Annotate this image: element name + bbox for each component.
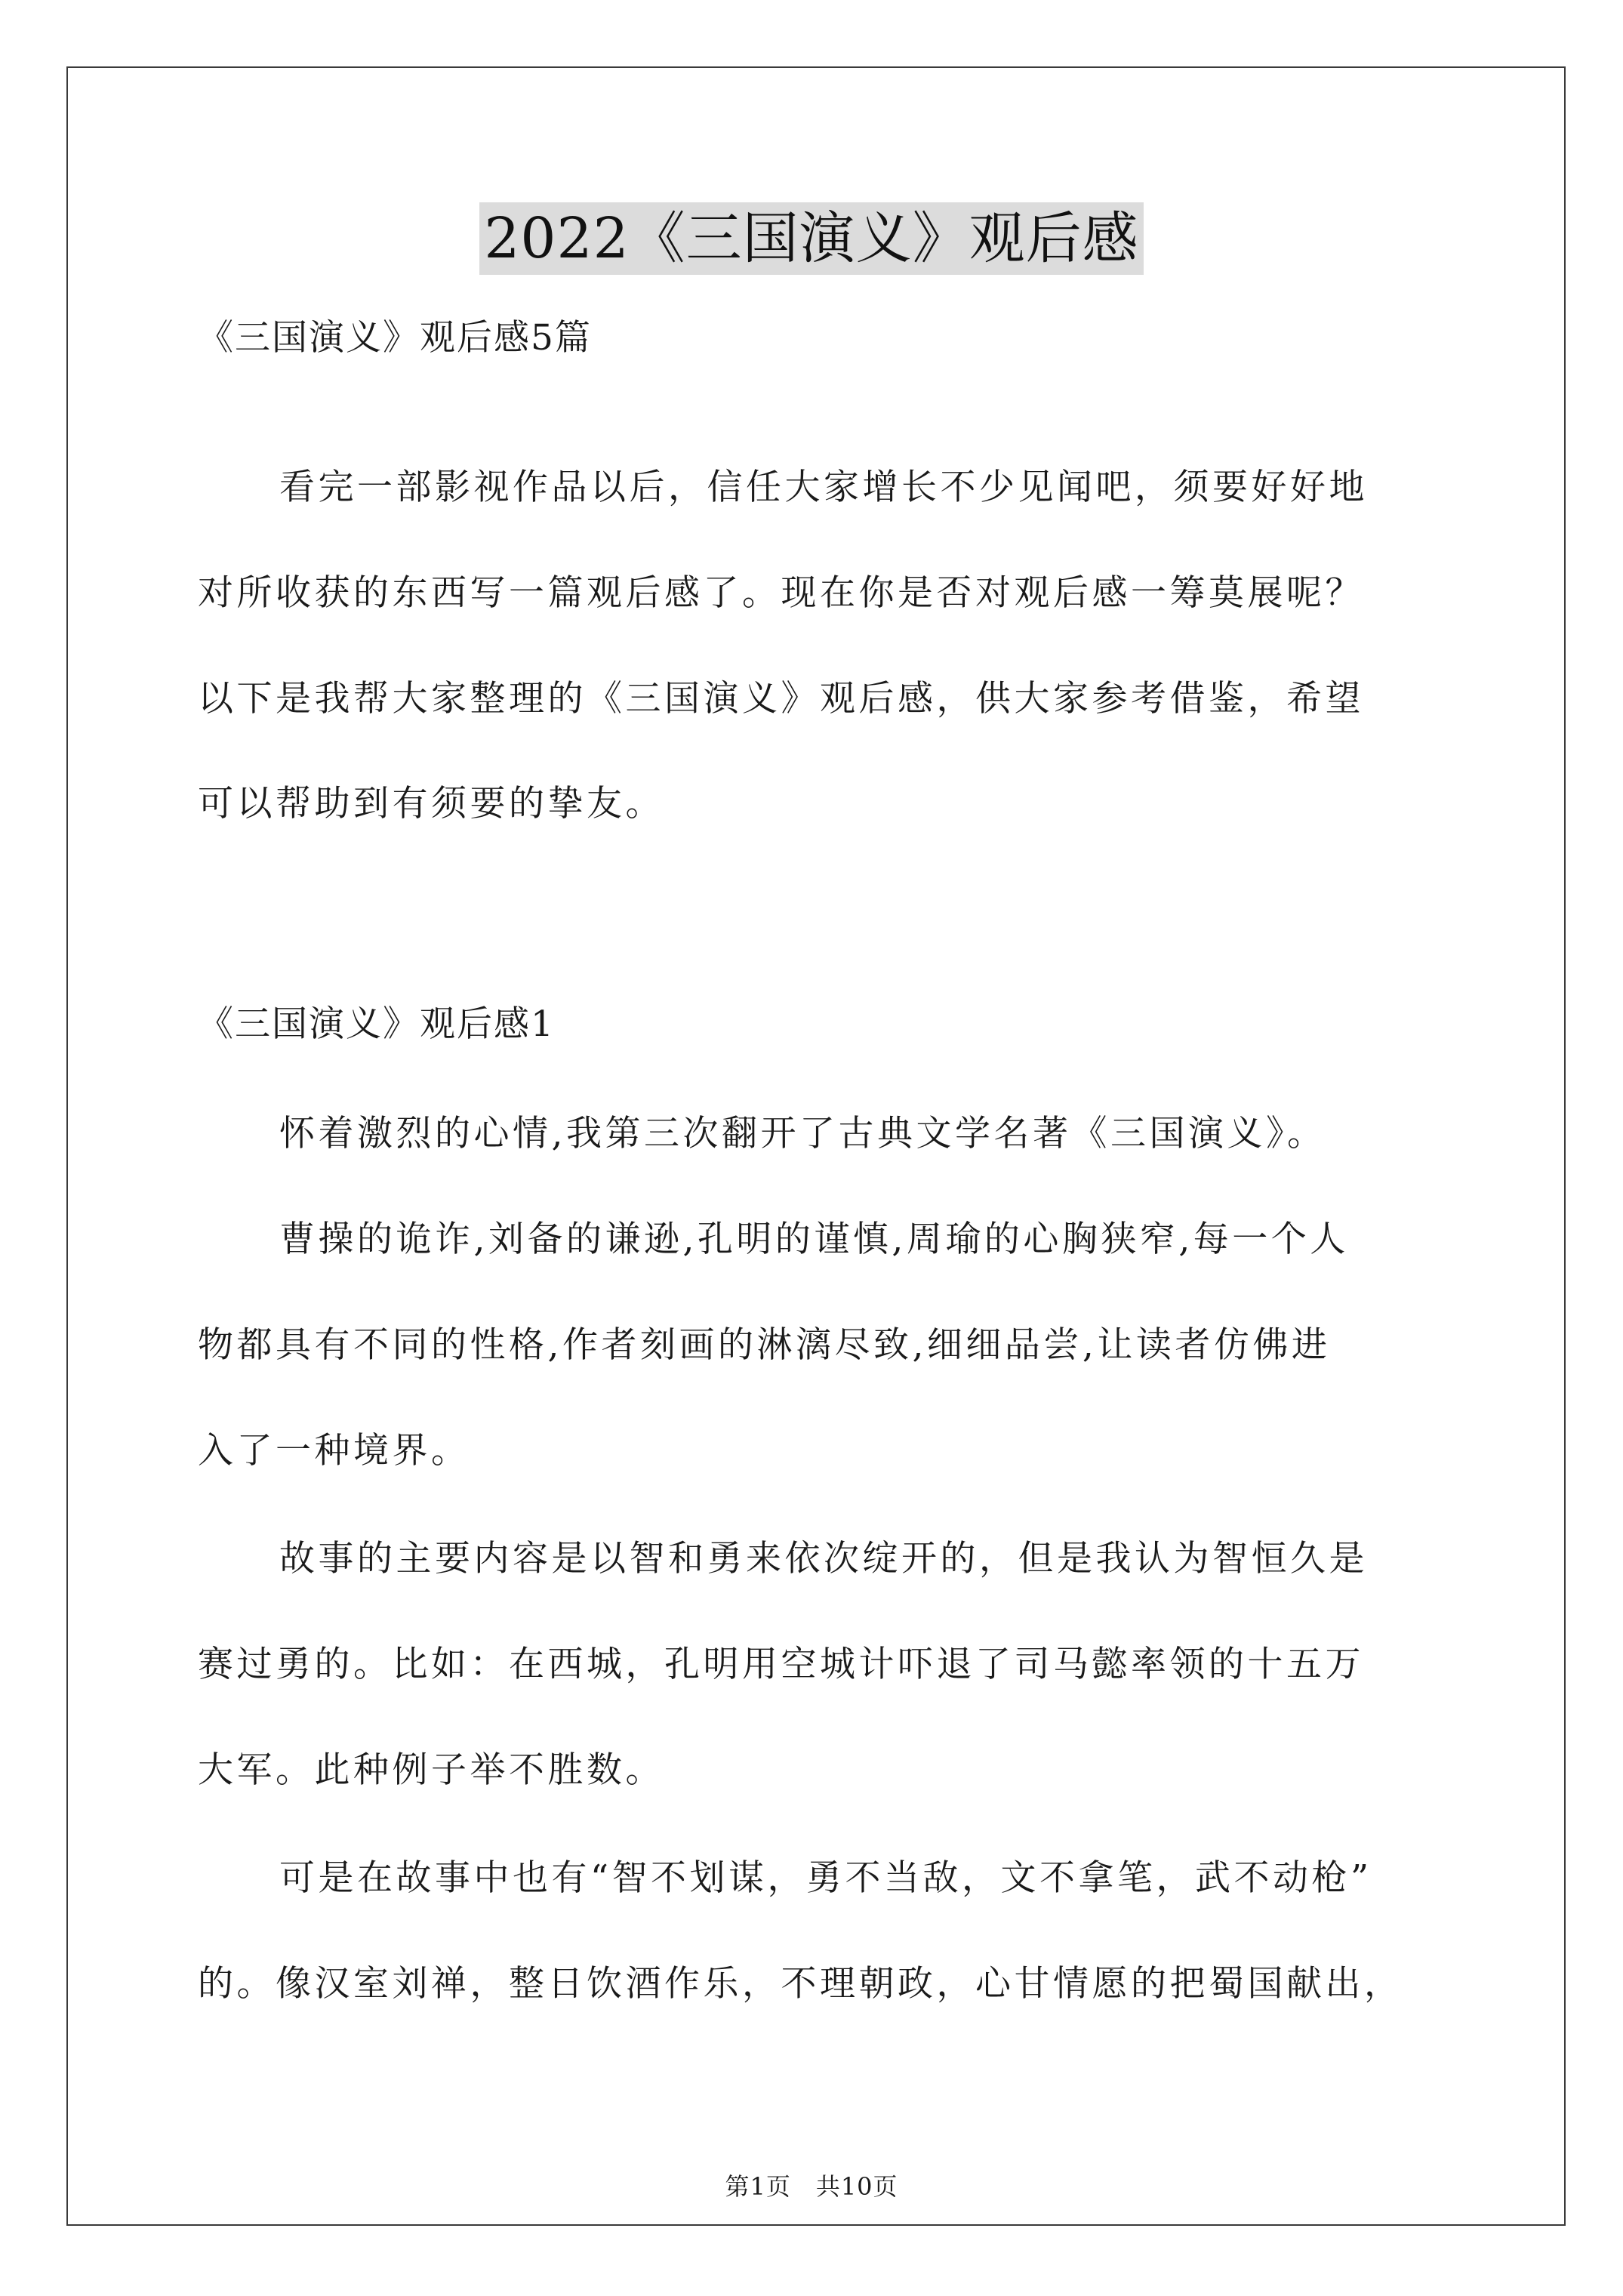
paragraph-2-line-1: 曹操的诡诈,刘备的谦逊,孔明的谨慎,周瑜的心胸狭窄,每一个人	[279, 1219, 1349, 1260]
title-container	[0, 202, 1623, 275]
paragraph-1: 怀着激烈的心情,我第三次翻开了古典文学名著《三国演义》。	[279, 1113, 1326, 1154]
paragraph-2-line-3: 入了一种境界。	[198, 1430, 470, 1472]
document-title: 2022《三国演义》观后感	[479, 202, 1143, 275]
subtitle: 《三国演义》观后感5篇	[198, 317, 592, 359]
paragraph-4-line-1: 可是在故事中也有“智不划谋，勇不当敌，文不拿笔，武不动枪”	[279, 1857, 1372, 1899]
paragraph-3-line-2: 赛过勇的。比如：在西城，孔明用空城计吓退了司马懿率领的十五万	[198, 1644, 1364, 1685]
page-footer: 第1页 共10页	[725, 2172, 898, 2201]
intro-line-1: 看完一部影视作品以后，信任大家增长不少见闻吧，须要好好地	[279, 467, 1368, 508]
section-heading: 《三国演义》观后感1	[198, 1003, 555, 1045]
intro-line-3: 以下是我帮大家整理的《三国演义》观后感，供大家参考借鉴，希望	[198, 678, 1364, 720]
intro-line-4: 可以帮助到有须要的挚友。	[198, 783, 664, 824]
paragraph-3-line-1: 故事的主要内容是以智和勇来依次绽开的，但是我认为智恒久是	[279, 1538, 1368, 1579]
paragraph-2-line-2: 物都具有不同的性格,作者刻画的淋漓尽致,细细品尝,让读者仿佛进	[198, 1324, 1331, 1366]
paragraph-4-line-2: 的。像汉室刘禅，整日饮酒作乐，不理朝政，心甘情愿的把蜀国献出，	[198, 1963, 1403, 2005]
paragraph-3-line-3: 大军。此种例子举不胜数。	[198, 1749, 664, 1791]
intro-line-2: 对所收获的东西写一篇观后感了。现在你是否对观后感一筹莫展呢？	[198, 572, 1364, 614]
